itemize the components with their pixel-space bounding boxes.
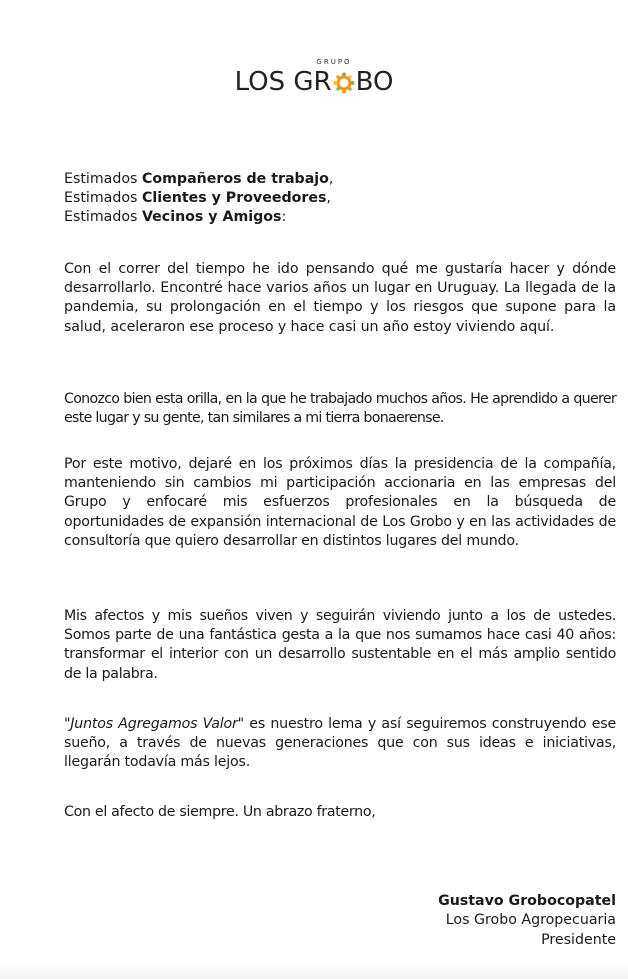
paragraph-1: Con el correr del tiempo he ido pensando qué me gustaría hacer y dónde desarrollarlo. Encontré hace varios años un lugar en Uruguay. La llegada de la pandemia, su prolongación en el tiempo y los riesgos que supone para la salud, aceleraron ese proceso y hace casi un año estoy viviendo aquí. <box>64 261 616 335</box>
greeting-punct: , <box>326 190 331 207</box>
signer-title: Presidente <box>541 931 616 948</box>
greeting-prefix: Estimados <box>64 190 142 207</box>
sun-icon <box>333 71 355 93</box>
company-motto: "Juntos Agregamos Valor" <box>64 716 244 732</box>
logo-text-part2: BO <box>355 67 394 97</box>
paragraph-5 <box>64 715 616 773</box>
logo-wordmark <box>235 67 394 97</box>
greeting-recipient: Clientes y Proveedores <box>141 190 327 207</box>
signer-name: Gustavo Grobocopatel <box>438 893 616 909</box>
greeting-recipient: Vecinos y Amigos <box>141 209 282 226</box>
greeting-punct: : <box>281 209 287 226</box>
paragraph-2: Conozco bien esta orilla, en la que he trabajado muchos años. He aprendido a querer este lugar y su gente, tan similares a mi tierra bonaerense. <box>64 391 616 427</box>
company-logo <box>0 58 628 97</box>
closing-line: Con el afecto de siempre. Un abrazo fraterno, <box>64 804 376 820</box>
paragraph-3: Por este motivo, dejaré en los próximos días la presidencia de la compañía, manteniendo sin cambios mi participación accionaria en las empresas del Grupo y enfocaré mis esfuerzos profesionales en la búsqueda de oportunidades de expansión internacional de Los Grobo y en las actividades de consultoría que quiero desarrollar en distintos lugares del mundo. <box>64 456 616 549</box>
logo-text-part1: LOS GR <box>234 67 332 97</box>
paragraph-5-text: es nuestro lema y así seguiremos construyendo ese sueño, a través de nuevas generaciones que con sus ideas e iniciativas, llegarán todavía más lejos. <box>64 716 616 771</box>
signer-company: Los Grobo Agropecuaria <box>445 912 616 929</box>
greeting-line-1 <box>64 170 616 189</box>
greeting-recipient: Compañeros de trabajo <box>141 171 329 187</box>
signature-block <box>438 892 616 950</box>
letter-body <box>64 170 616 820</box>
greeting <box>64 170 616 228</box>
page-bottom-edge <box>0 962 628 979</box>
greeting-punct: , <box>328 171 334 187</box>
greeting-line-3 <box>64 208 616 227</box>
logo-grupo-text: GRUPO <box>316 58 352 66</box>
greeting-prefix: Estimados <box>64 209 142 226</box>
greeting-line-2 <box>64 189 616 208</box>
greeting-prefix: Estimados <box>64 171 142 187</box>
paragraph-4: Mis afectos y mis sueños viven y seguirán viviendo junto a los de ustedes. Somos parte de una fantástica gesta a la que nos sumamos hace casi 40 años: transformar el interior con un desarrollo sustentable en el más amplio sentido de la palabra. <box>64 608 616 682</box>
